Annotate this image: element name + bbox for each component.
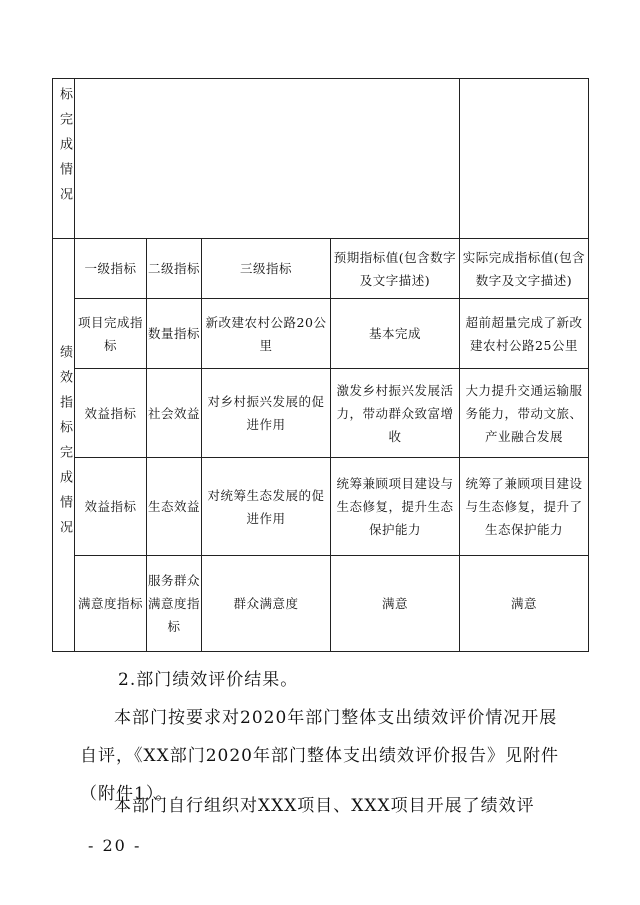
table-row (53, 556, 589, 652)
row-level2: 社会效益 (147, 369, 202, 458)
table-row (53, 369, 589, 458)
row-actual: 大力提升交通运输服务能力，带动文旅、产业融合发展 (460, 369, 589, 458)
row-expected: 基本完成 (331, 299, 460, 369)
top-section-content-left (75, 79, 460, 239)
section-heading: 2.部门绩效评价结果。 (118, 670, 299, 690)
row-expected: 统筹兼顾项目建设与生态修复，提升生态保护能力 (331, 458, 460, 556)
row-level1: 效益指标 (75, 458, 147, 556)
header-level2: 二级指标 (147, 239, 202, 299)
row-level3: 群众满意度 (202, 556, 331, 652)
row-level3: 对统筹生态发展的促进作用 (202, 458, 331, 556)
perf-section-label: 绩效指标完成情况 (57, 345, 72, 545)
top-section-content-right (460, 79, 589, 239)
row-level3: 对乡村振兴发展的促进作用 (202, 369, 331, 458)
table-row (53, 458, 589, 556)
row-level2: 服务群众满意度指标 (147, 556, 202, 652)
perf-section-label-cell (53, 239, 75, 652)
paragraph-2: 本部门自行组织对XXX项目、XXX项目开展了绩效评 (114, 796, 535, 816)
performance-table (52, 78, 589, 652)
row-level2: 数量指标 (147, 299, 202, 369)
row-level1: 满意度指标 (75, 556, 147, 652)
row-actual: 满意 (460, 556, 589, 652)
paragraph-1: 本部门按要求对2020年部门整体支出绩效评价情况开展自评，《XX部门2020年部门整体支出绩效评价报告》见附件（附件1）。 (80, 708, 559, 804)
header-expected: 预期指标值(包含数字及文字描述) (331, 239, 460, 299)
page-number: - 20 - (88, 836, 142, 855)
header-level3: 三级指标 (202, 239, 331, 299)
row-level2: 生态效益 (147, 458, 202, 556)
header-level1: 一级指标 (75, 239, 147, 299)
table-row (53, 299, 589, 369)
row-actual: 统筹了兼顾项目建设与生态修复，提升了生态保护能力 (460, 458, 589, 556)
header-actual: 实际完成指标值(包含数字及文字描述) (460, 239, 589, 299)
row-actual: 超前超量完成了新改建农村公路25公里 (460, 299, 589, 369)
row-level1: 效益指标 (75, 369, 147, 458)
row-expected: 激发乡村振兴发展活力，带动群众致富增收 (331, 369, 460, 458)
row-expected: 满意 (331, 556, 460, 652)
top-section-label-cell (53, 79, 75, 239)
row-level1: 项目完成指标 (75, 299, 147, 369)
row-level3: 新改建农村公路20公里 (202, 299, 331, 369)
top-section-label: 标完成情况 (57, 87, 72, 212)
